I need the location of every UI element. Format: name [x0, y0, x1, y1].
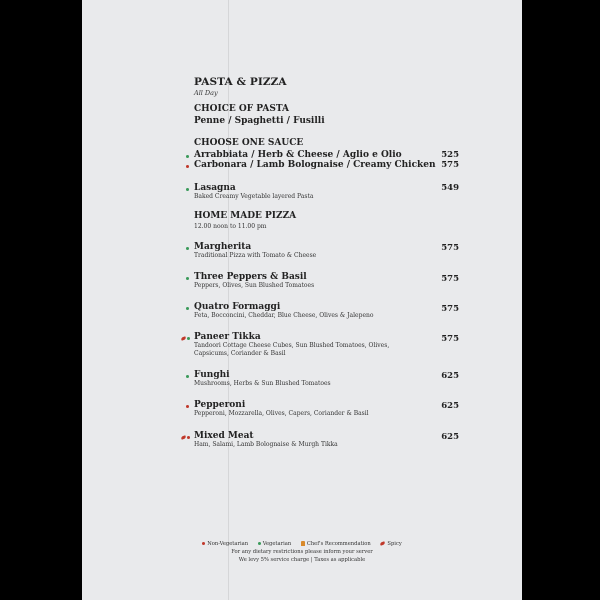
sauce-title: CHOOSE ONE SAUCE — [194, 138, 304, 148]
vegetarian-dot-icon — [187, 337, 190, 340]
pizza-item-name: Paneer Tikka — [194, 332, 261, 342]
sauce-line-1: Arrabbiata / Herb & Cheese / Aglio e Olio — [194, 150, 402, 160]
pizza-item-desc: Feta, Bocconcini, Cheddar, Blue Cheese, Olives & Jalepeno — [194, 312, 374, 319]
pizza-item-name: Margherita — [194, 242, 252, 252]
legend-veg — [258, 541, 291, 547]
non-vegetarian-dot-icon — [186, 405, 189, 408]
vegetarian-dot-icon — [186, 375, 189, 378]
footer-dietary-note: For any dietary restrictions please inform your server — [231, 549, 373, 555]
vegetarian-dot-icon — [186, 247, 189, 250]
lasagna-price: 549 — [441, 183, 459, 193]
spicy-chili-icon — [181, 435, 187, 440]
chef-hat-icon — [301, 541, 305, 546]
pizza-item-desc: Ham, Salami, Lamb Bolognaise & Murgh Tikka — [194, 441, 338, 448]
section-subtitle: All Day — [194, 89, 218, 97]
pasta-choice-options: Penne / Spaghetti / Fusilli — [194, 116, 325, 126]
pizza-item-name: Mixed Meat — [194, 431, 254, 441]
vegetarian-dot-icon — [186, 155, 189, 158]
dietary-legend — [82, 541, 522, 547]
lasagna-name: Lasagna — [194, 183, 236, 193]
pizza-item-price: 625 — [441, 401, 459, 411]
spicy-chili-icon — [380, 541, 386, 546]
sauce-line-2: Carbonara / Lamb Bolognaise / Creamy Chicken — [194, 160, 436, 170]
pizza-item-desc: Pepperoni, Mozzarella, Olives, Capers, Coriander & Basil — [194, 410, 369, 417]
pizza-item-desc: Tandoori Cottage Cheese Cubes, Sun Blushed Tomatoes, Olives, — [194, 342, 390, 349]
pizza-hours: 12.00 noon to 11.00 pm — [194, 223, 267, 230]
pizza-item-price: 625 — [441, 432, 459, 442]
pizza-item-price: 575 — [441, 274, 459, 284]
pizza-item-desc: Peppers, Olives, Sun Blushed Tomatoes — [194, 282, 315, 289]
spicy-chili-icon — [181, 336, 187, 341]
pizza-item-name: Pepperoni — [194, 400, 246, 410]
sauce-line-2-price: 575 — [441, 160, 459, 170]
legend-chef — [301, 541, 371, 547]
pizza-item-price: 575 — [441, 334, 459, 344]
non-vegetarian-dot-icon — [187, 436, 190, 439]
footer-charges-note: We levy 5% service charge | Taxes as applicable — [238, 557, 366, 563]
pizza-item-price: 575 — [441, 243, 459, 253]
menu-page — [82, 0, 522, 600]
pizza-item-desc-cont: Capsicums, Coriander & Basil — [194, 350, 286, 357]
pizza-item-price: 575 — [441, 304, 459, 314]
vegetarian-dot-icon — [186, 188, 189, 191]
legend-chef-label: Chef's Recommendation — [306, 541, 371, 547]
section-title: PASTA & PIZZA — [194, 76, 287, 88]
pizza-title: HOME MADE PIZZA — [194, 211, 297, 221]
pizza-item-price: 625 — [441, 371, 459, 381]
legend-non-veg — [202, 541, 248, 547]
menu-content — [82, 0, 522, 600]
lasagna-desc: Baked Creamy Vegetable layered Pasta — [194, 193, 314, 200]
pizza-item-name: Funghi — [194, 370, 230, 380]
sauce-line-1-price: 525 — [441, 150, 459, 160]
non-vegetarian-dot-icon — [186, 165, 189, 168]
pasta-choice-title: CHOICE OF PASTA — [194, 104, 290, 114]
legend-non-veg-label: Non-Vegetarian — [207, 541, 249, 547]
pizza-item-name: Quatro Formaggi — [194, 302, 281, 312]
legend-spicy-label: Spicy — [387, 541, 402, 547]
non-vegetarian-dot-icon — [202, 542, 205, 545]
pizza-item-name: Three Peppers & Basil — [194, 272, 307, 282]
pizza-item-desc: Traditional Pizza with Tomato & Cheese — [194, 252, 317, 259]
vegetarian-dot-icon — [258, 542, 261, 545]
legend-veg-label: Vegetarian — [262, 541, 292, 547]
legend-spicy — [380, 541, 401, 547]
pizza-item-desc: Mushrooms, Herbs & Sun Blushed Tomatoes — [194, 380, 331, 387]
vegetarian-dot-icon — [186, 307, 189, 310]
vegetarian-dot-icon — [186, 277, 189, 280]
